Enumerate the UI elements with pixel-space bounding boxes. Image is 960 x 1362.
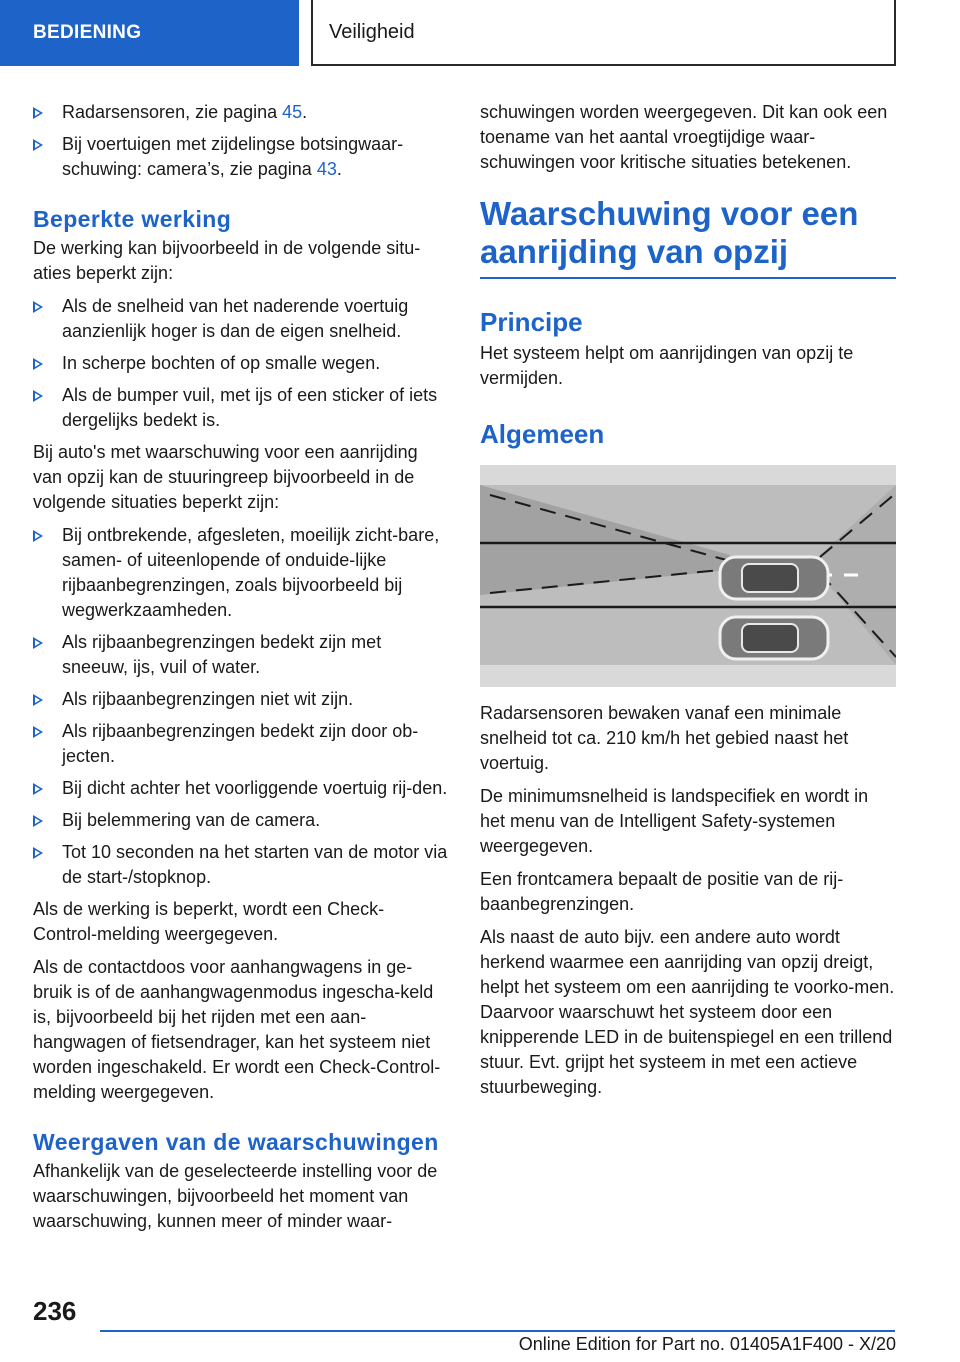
page-link[interactable]: 45 — [282, 102, 303, 122]
footer-edition: Online Edition for Part no. 01405A1F400 - X/20 — [518, 1334, 896, 1354]
list-item: Bij ontbrekende, afgesleten, moeilijk zicht-bare, samen- of uiteenlopende of onduide-lijke rijbaanbegrenzingen, zoals bijvoorbeeld bij wegwerkzaamheden. — [33, 523, 448, 623]
paragraph: Een frontcamera bepaalt de positie van de rij-baanbegrenzingen. — [480, 869, 844, 914]
list-item: In scherpe bochten of op smalle wegen. — [33, 351, 448, 376]
own-car-icon — [720, 557, 828, 599]
paragraph: Radarsensoren bewaken vanaf een minimale snelheid tot ca. 210 km/h het gebied naast het voertuig. — [480, 703, 849, 773]
list-item: Als rijbaanbegrenzingen niet wit zijn. — [33, 687, 448, 712]
triangle-bullet-icon — [33, 107, 43, 119]
footer-divider — [100, 1330, 895, 1332]
paragraph: Als de contactdoos voor aanhangwagens in ge-bruik is of de aanhangwagenmodus ingescha-keld is, bijvoorbeeld bij het rijden met een aan-hangwagen of fietsendrager, kan het systeem niet worden ingeschakeld. Er wordt een Check-Control-melding weergegeven. — [33, 957, 441, 1102]
paragraph: Het systeem helpt om aanrijdingen van opzij te vermijden. — [480, 343, 854, 388]
triangle-bullet-icon — [33, 694, 43, 706]
header-chapter-label: Veiligheid — [329, 20, 415, 43]
paragraph: Bij auto's met waarschuwing voor een aanrijding van opzij kan de stuuringreep bijvoorbeeld in de volgende situaties beperkt zijn: — [33, 442, 418, 512]
list-item: Radarsensoren, zie pagina 45. — [33, 100, 448, 125]
paragraph: De werking kan bijvoorbeeld in de volgende situ-aties beperkt zijn: — [33, 238, 421, 283]
paragraph: De minimumsnelheid is landspecifiek en wordt in het menu van de Intelligent Safety-systemen weergegeven. — [480, 786, 869, 856]
list-item: Als de snelheid van het naderende voertuig aanzienlijk hoger is dan de eigen snelheid. — [33, 294, 448, 344]
list-item: Bij belemmering van de camera. — [33, 808, 448, 833]
triangle-bullet-icon — [33, 783, 43, 795]
list-item: Als rijbaanbegrenzingen bedekt zijn door ob-jecten. — [33, 719, 448, 769]
triangle-bullet-icon — [33, 530, 43, 542]
header-chapter-box — [311, 0, 896, 66]
list-item: Als rijbaanbegrenzingen bedekt zijn met sneeuw, ijs, vuil of water. — [33, 630, 448, 680]
triangle-bullet-icon — [33, 815, 43, 827]
beperkte-list — [33, 294, 448, 433]
page-link[interactable]: 43 — [316, 159, 337, 179]
right-column — [480, 100, 896, 1108]
triangle-bullet-icon — [33, 726, 43, 738]
list-item: Bij dicht achter het voorliggende voertuig rij-den. — [33, 776, 448, 801]
heading-principe: Principe — [480, 307, 583, 337]
other-car-icon — [720, 617, 828, 659]
paragraph: schuwingen worden weergegeven. Dit kan ook een toename van het aantal vroegtijdige waar-schuwingen voor kritische situaties betekenen. — [480, 102, 888, 172]
heading-algemeen: Algemeen — [480, 419, 605, 449]
paragraph: Afhankelijk van de geselecteerde instelling voor de waarschuwingen, bijvoorbeeld het moment van waarschuwing, kunnen meer of minder waar- — [33, 1161, 438, 1231]
list-item: Tot 10 seconden na het starten van de motor via de start-/stopknop. — [33, 840, 448, 890]
header-section-label: BEDIENING — [33, 22, 142, 43]
list-item: Als de bumper vuil, met ijs of een sticker of iets dergelijks bedekt is. — [33, 383, 448, 433]
left-column — [33, 100, 448, 1242]
triangle-bullet-icon — [33, 847, 43, 859]
list-item: Bij voertuigen met zijdelingse botsingwaar-schuwing: camera’s, zie pagina 43. — [33, 132, 448, 182]
header-section-tab — [0, 0, 299, 66]
heading-main-section: Waarschuwing voor een aanrijding van opzij — [480, 195, 896, 279]
paragraph: Als de werking is beperkt, wordt een Check-Control-melding weergegeven. — [33, 899, 385, 944]
page-number: 236 — [33, 1296, 77, 1326]
side-collision-illustration — [480, 465, 896, 687]
triangle-bullet-icon — [33, 139, 43, 151]
paragraph: Als naast de auto bijv. een andere auto wordt herkend waarmee een aanrijding van opzij dreigt, helpt het systeem om een aanrijding te voorko-men. Daarvoor waarschuwt het systeem door een knipperende LED in de buitenspiegel en een trillend stuur. Evt. grijpt het systeem in met een actieve stuurbeweging. — [480, 927, 895, 1097]
triangle-bullet-icon — [33, 637, 43, 649]
triangle-bullet-icon — [33, 358, 43, 370]
triangle-bullet-icon — [33, 301, 43, 313]
intro-list — [33, 100, 448, 182]
stuur-list — [33, 523, 448, 890]
heading-beperkte-werking: Beperkte werking — [33, 206, 232, 232]
heading-weergaven: Weergaven van de waarschuwingen — [33, 1129, 439, 1155]
triangle-bullet-icon — [33, 390, 43, 402]
